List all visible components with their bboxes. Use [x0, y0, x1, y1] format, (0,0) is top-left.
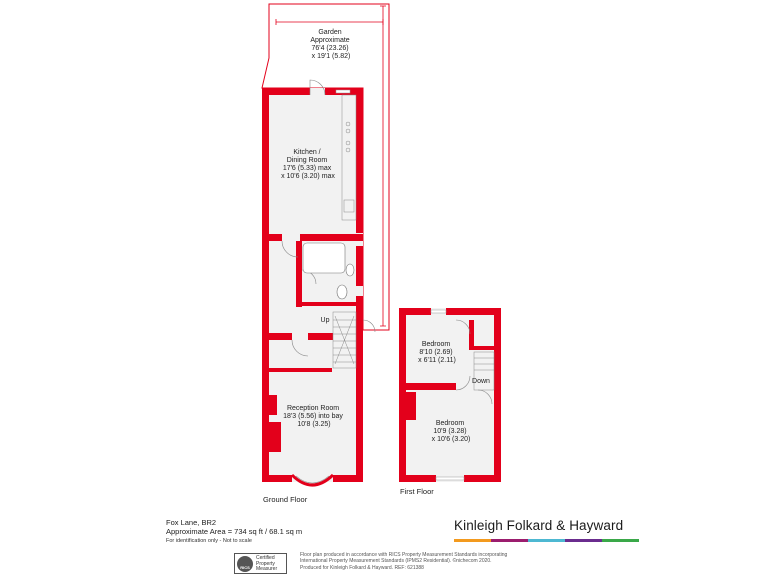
- disclaimer-line: International Property Measurement Standards (IPMS2 Residential). ©nichecom 2020.: [300, 558, 492, 565]
- kitchen-window: [336, 90, 350, 93]
- garden-label: Garden Approximate 76'4 (23.26) x 19'1 (5.82): [310, 29, 351, 60]
- first-floor-label: First Floor: [400, 487, 434, 496]
- toilet: [337, 285, 347, 299]
- first-window-north: [431, 310, 446, 313]
- brand-stripe-cyan: [528, 539, 565, 542]
- first-north-wall-right: [446, 308, 501, 315]
- ground-south-wall-right: [333, 475, 363, 482]
- property-address: Fox Lane, BR2: [166, 518, 217, 527]
- wc-south-wall: [302, 302, 356, 306]
- ground-south-wall-left: [262, 475, 292, 482]
- rics-logo-text: RICS: [240, 565, 250, 570]
- disclaimer-line: Floor plan produced in accordance with RICS Property Measurement Standards incorporating: [300, 552, 508, 558]
- down-label: Down: [472, 378, 490, 385]
- disclaimer-line: Produced for Kinleigh Folkard & Hayward. REF: 621388: [300, 564, 424, 571]
- rics-badge: [234, 553, 287, 574]
- kitchen-south-wall-left: [262, 234, 282, 241]
- rics-badge-text: [256, 556, 277, 573]
- agency-brand-name: Kinleigh Folkard & Hayward: [454, 518, 624, 533]
- bedroom-divider-wall: [406, 383, 456, 390]
- landing-wall-south: [469, 346, 494, 350]
- first-chimney: [406, 392, 416, 420]
- ground-east-wall-kitchen: [356, 88, 363, 233]
- ground-west-wall: [262, 88, 269, 482]
- stair-wall: [356, 333, 363, 373]
- measurement-disclaimer: [300, 552, 507, 571]
- brand-stripe-magenta: [491, 539, 528, 542]
- ground-floor-label: Ground Floor: [263, 495, 308, 504]
- first-south-wall-left: [399, 475, 436, 482]
- kitchen-south-wall-right: [300, 234, 363, 241]
- first-west-wall: [399, 308, 406, 482]
- up-label: Up: [320, 317, 330, 324]
- brand-stripe-purple: [565, 539, 602, 542]
- approximate-area: Approximate Area = 734 sq ft / 68.1 sq m: [166, 527, 303, 536]
- first-east-wall: [494, 308, 501, 482]
- ground-east-wall-wc: [356, 246, 363, 286]
- bedroom2-label: Bedroom 10'9 (3.28) x 10'6 (3.20): [431, 420, 471, 443]
- brand-stripe-orange: [454, 539, 491, 542]
- first-south-wall-right: [464, 475, 501, 482]
- bath: [303, 243, 345, 273]
- first-window-south: [436, 477, 464, 480]
- rics-badge-line: Certified: [256, 555, 275, 561]
- hall-cross-wall-left: [262, 333, 292, 340]
- rics-badge-line: Property: [256, 560, 275, 567]
- wc-west-wall: [296, 241, 302, 307]
- chimney-breast-lower: [269, 422, 281, 452]
- reception-label: Reception Room 18'3 (5.56) into bay 10'8 (3.25): [283, 405, 343, 428]
- ground-north-wall-left: [262, 88, 310, 95]
- bedroom1-label: Bedroom 8'10 (2.69) x 6'11 (2.11): [418, 341, 456, 364]
- rics-badge-line: Measurer: [256, 566, 278, 572]
- hall-cross-wall-right: [308, 333, 333, 340]
- brand-stripe-green: [602, 539, 639, 542]
- basin: [346, 264, 354, 276]
- ground-east-wall-hall: [356, 296, 363, 482]
- chimney-breast-upper: [269, 395, 277, 415]
- kitchen-label: Kitchen / Dining Room 17'6 (5.33) max x 10'6 (3.20) max: [281, 149, 335, 180]
- identification-note: For identification only - Not to scale: [166, 538, 252, 544]
- reception-north-wall: [262, 368, 332, 372]
